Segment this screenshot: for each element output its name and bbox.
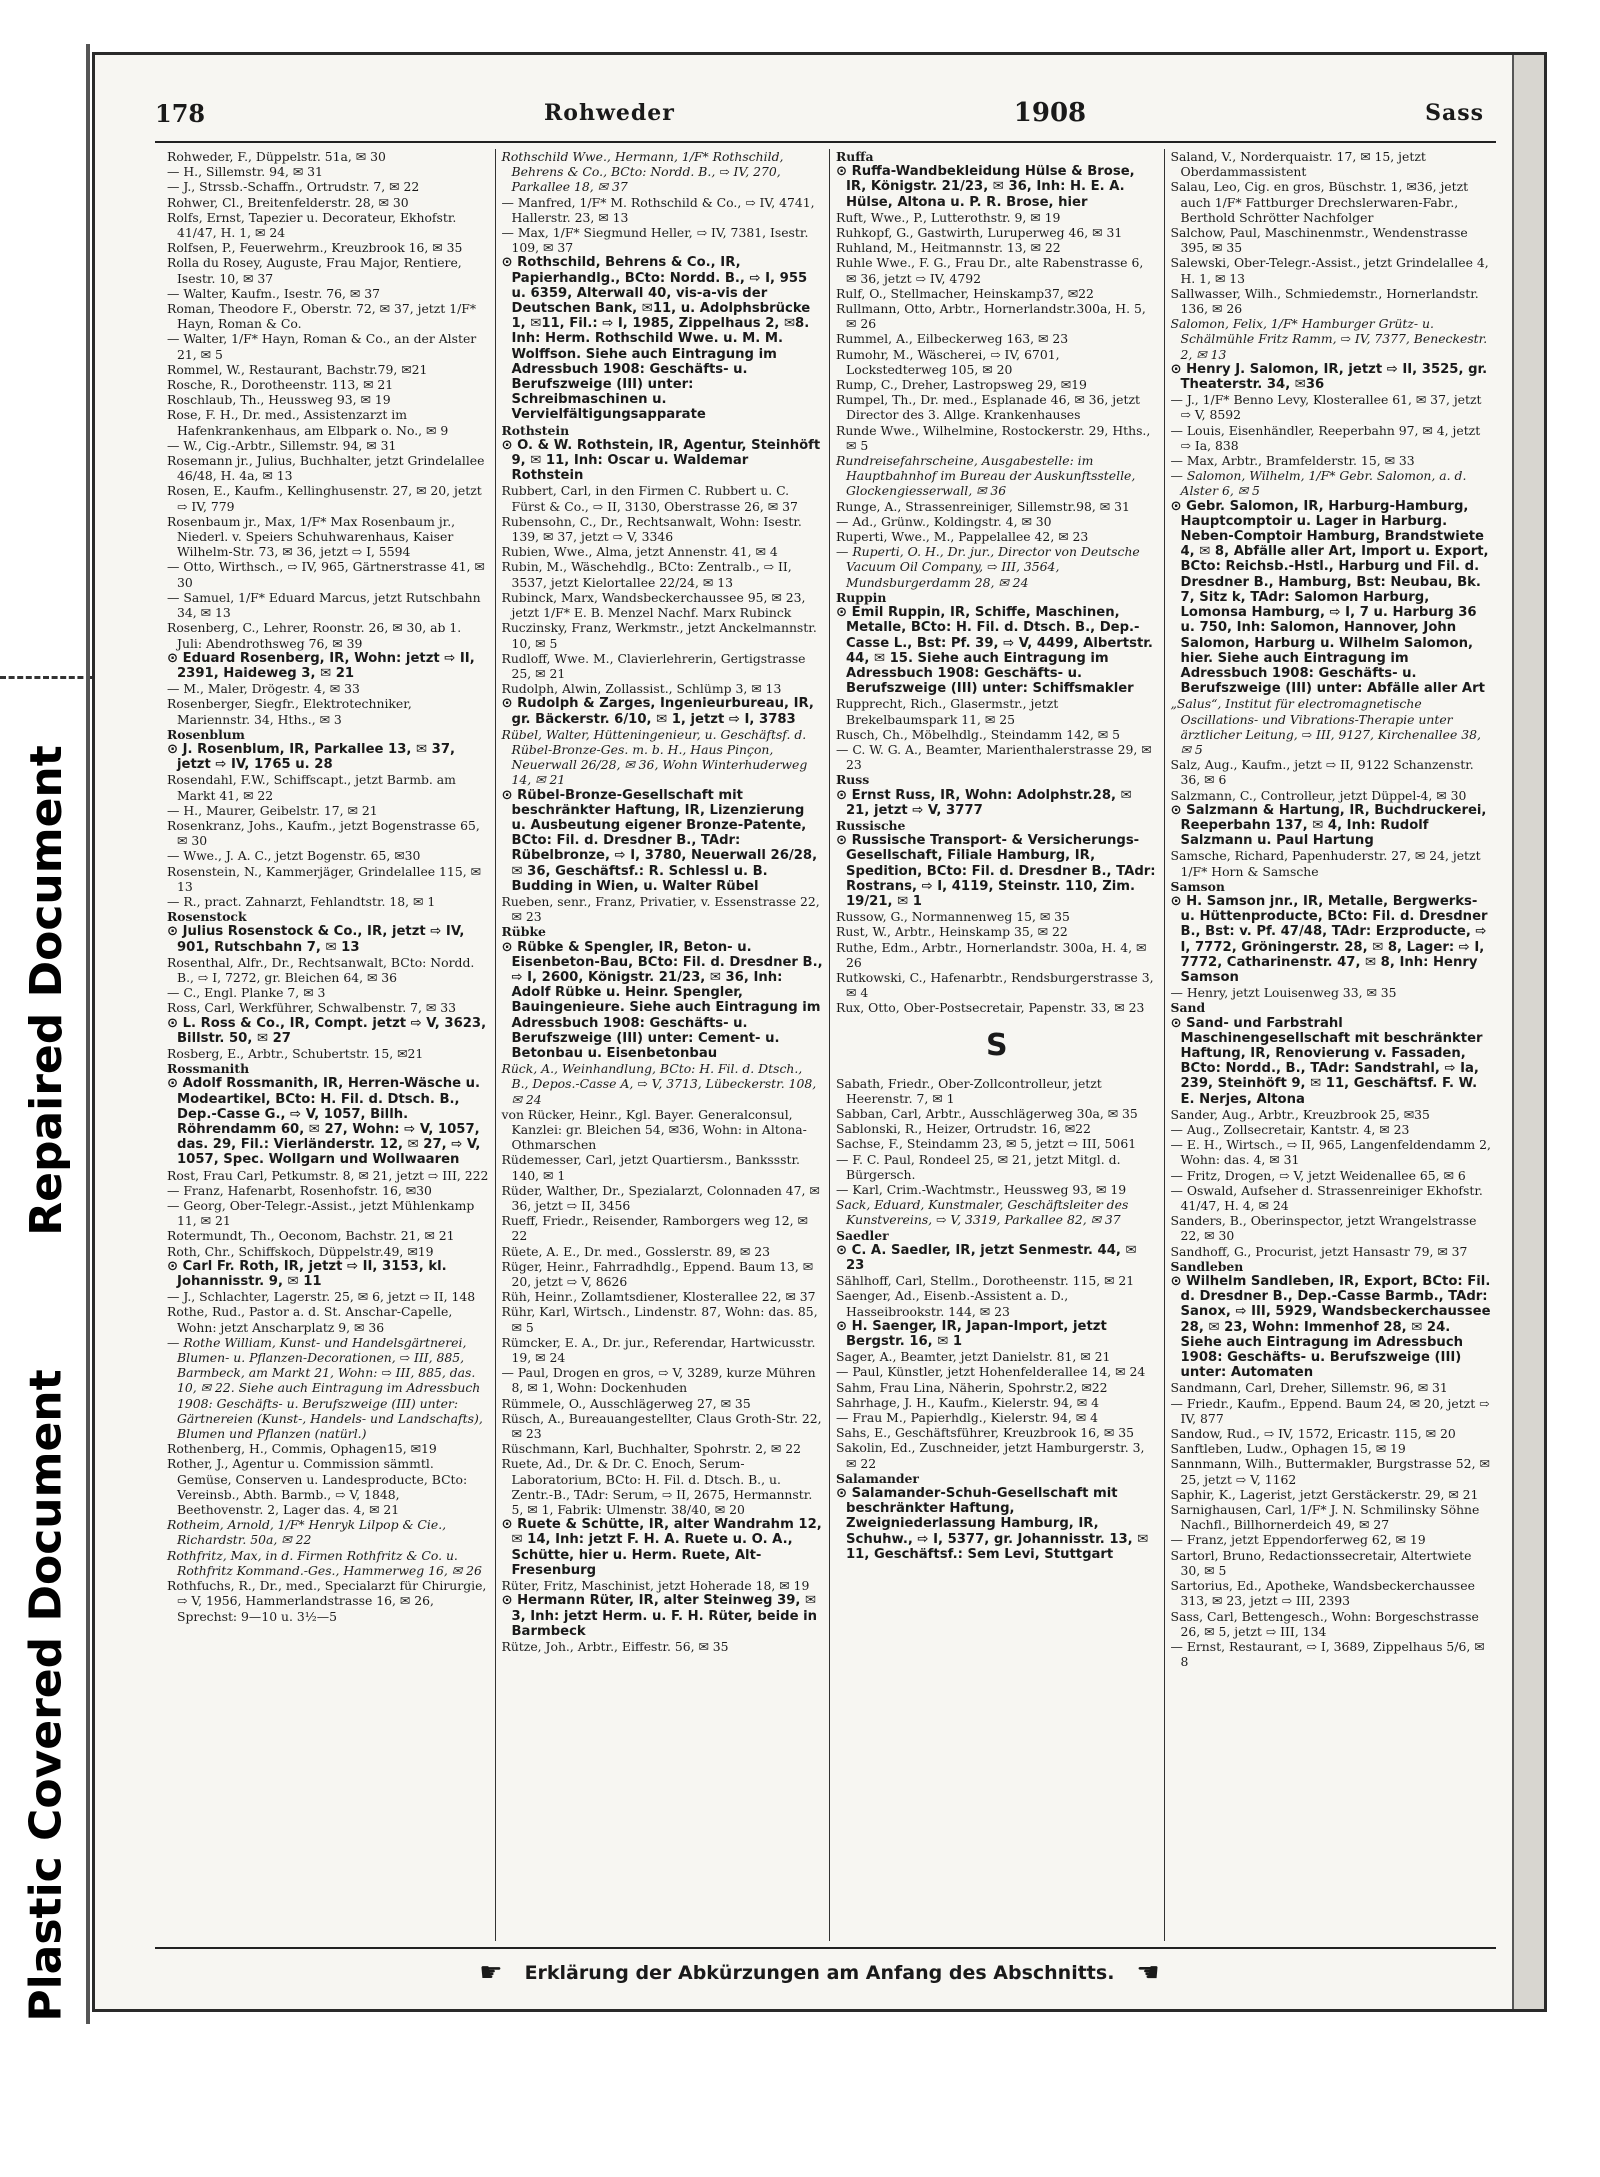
directory-entry: — R., pract. Zahnarzt, Fehlandtstr. 18, ✉ 1	[167, 893, 436, 909]
section-heading: Sand	[1170, 1000, 1206, 1016]
directory-entry: Sandmann, Carl, Dreher, Sillemstr. 96, ✉ 31	[1170, 1380, 1448, 1396]
directory-entry: Rüder, Walther, Dr., Spezialarzt, Colonnaden 47, ✉ 36, jetzt ⇨ II, 3456	[501, 1182, 820, 1214]
directory-entry: Salzmann, C., Controlleur, jetzt Düppel-4, ✉ 30	[1170, 787, 1467, 803]
directory-entry: Ross, Carl, Werkführer, Schwalbenstr. 7, ✉ 33	[167, 1000, 456, 1016]
column-2	[496, 149, 831, 1941]
directory-entry: Rolla du Rosey, Auguste, Frau Major, Rentiere, Isestr. 10, ✉ 37	[167, 255, 462, 286]
directory-entry: — Walter, 1/F* Hayn, Roman & Co., an der Alster 21, ✉ 5	[167, 331, 477, 362]
directory-entry: Rueben, senr., Franz, Privatier, v. Essenstrasse 22, ✉ 23	[501, 893, 820, 925]
directory-entry: Sachse, F., Steindamm 23, ✉ 5, jetzt ⇨ III, 5061	[836, 1136, 1137, 1152]
firm-entry: ⊙ Sand- und Farbstrahl Maschinengesellschaft mit beschränkter Haftung, IR, Renovierung v. Fassaden, BCto: Nordd., B., TAdr: Sandstrahl, ⇨ Ia, 239, Steinhöft 9, ✉ 11, Geschäftsf. F. W. E. Nerjes, Altona	[1170, 1015, 1483, 1107]
directory-entry: Rullmann, Otto, Arbtr., Hornerlandstr.300a, H. 5, ✉ 26	[836, 301, 1146, 332]
directory-entry: Rux, Otto, Ober-Postsecretair, Papenstr. 33, ✉ 23	[836, 1000, 1145, 1016]
firm-entry: ⊙ Rudolph & Zarges, Ingenieurbureau, IR, gr. Bäckerstr. 6/10, ✉ 1, jetzt ⇨ I, 3783	[501, 696, 814, 727]
section-heading: Russische	[836, 817, 906, 833]
directory-entry: Rubinck, Marx, Wandsbeckerchaussee 95, ✉ 23, jetzt 1/F* E. B. Menzel Nachf. Marx Rubinck	[501, 589, 806, 621]
directory-entry: Ruthe, Edm., Arbtr., Hornerlandstr. 300a, H. 4, ✉ 26	[836, 939, 1147, 970]
firm-entry: ⊙ Salamander-Schuh-Gesellschaft mit beschränkter Haftung, Zweigniederlassung Hamburg, IR, Schuhw., ⇨ I, 5377, gr. Johannisstr. 13, ✉ 11, Geschäftsf.: Sem Levi, Stuttgart	[836, 1486, 1149, 1562]
directory-entry: Rulf, O., Stellmacher, Heinskamp37, ✉22	[836, 285, 1094, 301]
firm-entry: ⊙ Henry J. Salomon, IR, jetzt ⇨ II, 3525, gr. Theaterstr. 34, ✉36	[1170, 361, 1488, 393]
directory-entry: Sahm, Frau Lina, Näherin, Spohrstr.2, ✉22	[836, 1379, 1108, 1395]
directory-entry: Rubin, M., Wäschehdlg., BCto: Zentralb., ⇨ II, 3537, jetzt Kielortallee 22/24, ✉ 13	[501, 559, 792, 590]
directory-entry: — Rothe William, Kunst- und Handelsgärtnerei, Blumen- u. Pflanzen-Decorationen, ⇨ III, 885, Barmbeck, am Markt 21, Wohn: ⇨ III, 885, das. 10, ✉ 22. Siehe auch Eintragung im Adressbuch 1908: Geschäfts- u. Berufszweige (III) unter: Gärtnereien (Kunst-, Handels- und Landschafts), Blumen und Pflanzen (natürl.)	[167, 1334, 483, 1442]
directory-entry: Rosen, E., Kaufm., Kellinghusenstr. 27, ✉ 20, jetzt ⇨ IV, 779	[167, 483, 482, 514]
directory-entry: Sannmann, Wilh., Buttermakler, Burgstrasse 52, ✉ 25, jetzt ⇨ V, 1162	[1170, 1456, 1490, 1487]
directory-page	[92, 52, 1547, 2012]
directory-entry: — Fritz, Drogen, ⇨ V, jetzt Weidenallee 65, ✉ 6	[1170, 1167, 1466, 1183]
firm-entry: ⊙ H. Saenger, IR, Japan-Import, jetzt Bergstr. 16, ✉ 1	[836, 1318, 1107, 1350]
binding-strip	[1512, 55, 1544, 2009]
directory-entry: — Franz, Hafenarbt, Rosenhofstr. 16, ✉30	[167, 1182, 432, 1198]
plastic-covered-label: Plastic Covered Document	[20, 1368, 72, 2022]
directory-entry: Rummel, A., Eilbeckerweg 163, ✉ 23	[836, 331, 1069, 347]
pointing-hand-left-icon: ☛	[479, 1958, 503, 1988]
directory-entry: Salz, Aug., Kaufm., jetzt ⇨ II, 9122 Schanzenstr. 36, ✉ 6	[1170, 757, 1474, 788]
directory-entry: — Louis, Eisenhändler, Reeperbahn 97, ✉ 4, jetzt ⇨ Ia, 838	[1170, 422, 1481, 453]
section-heading: Rübke	[501, 924, 546, 940]
directory-entry: Rohweder, F., Düppelstr. 51a, ✉ 30	[167, 149, 386, 164]
directory-entry: — H., Maurer, Geibelstr. 17, ✉ 21	[167, 802, 378, 818]
directory-entry: Rosenberg, C., Lehrer, Roonstr. 26, ✉ 30, ab 1. Juli: Abendrothsweg 76, ✉ 39	[167, 620, 462, 651]
directory-entry: Ruhland, M., Heitmannstr. 13, ✉ 22	[836, 240, 1061, 256]
directory-entry: Sablonski, R., Heizer, Ortrudstr. 16, ✉22	[836, 1121, 1091, 1137]
directory-entry: Rueff, Friedr., Reisender, Ramborgers weg 12, ✉ 22	[501, 1213, 808, 1244]
directory-entry: Rosemann jr., Julius, Buchhalter, jetzt Grindelallee 46/48, H. 4a, ✉ 13	[167, 453, 485, 484]
directory-entry: Rümmele, O., Ausschlägerweg 27, ✉ 35	[501, 1395, 751, 1411]
directory-entry: Rüsch, A., Bureauangestellter, Claus Groth-Str. 22, ✉ 23	[501, 1410, 822, 1442]
directory-entry: Rother, J., Agentur u. Commission sämmtl. Gemüse, Conserven u. Landesproducte, BCto: Vereinsb., Abth. Barmb., ⇨ V, 1848, Beethovenstr. 2, Lager das. 4, ✉ 21	[167, 1456, 468, 1518]
directory-entry: Rudloff, Wwe. M., Clavierlehrerin, Gertigstrasse 25, ✉ 21	[501, 650, 806, 681]
directory-entry: Salewski, Ober-Telegr.-Assist., jetzt Grindelallee 4, H. 1, ✉ 13	[1170, 255, 1489, 286]
divider-dashed	[0, 676, 92, 679]
directory-entry: — Max, 1/F* Siegmund Heller, ⇨ IV, 7381, Isestr. 109, ✉ 37	[501, 225, 809, 256]
firm-entry: ⊙ Gebr. Salomon, IR, Harburg-Hamburg, Hauptcomptoir u. Lager in Harburg. Neben-Comptoir Hamburg, Brandstwiete 4, ✉ 8, Abfälle aller Art, Import u. Export, BCto: Reichsb.-Hstl., Harburg und Fil. d. Dresdner B., Hamburg, Bst: Neubau, Bk. 7, Sitz k, TAdr: Salomon Harburg, Lomonsa Hamburg, ⇨ I, 7 u. Harburg 36 u. 750, Inh: Salomon, Hannover, John Salomon, Harburg u. Wilhelm Salomon, hier. Siehe auch Eintragung im Adressbuch 1908: Geschäfts- u. Berufszweige (III) unter: Abfälle aller Art	[1170, 498, 1489, 697]
directory-entry: Rütze, Joh., Arbtr., Eiffestr. 56, ✉ 35	[501, 1638, 729, 1654]
directory-entry: Salchow, Paul, Maschinenmstr., Wendenstrasse 395, ✉ 35	[1170, 225, 1468, 256]
section-heading: Rossmanith	[167, 1061, 250, 1077]
column-3	[830, 149, 1165, 1941]
directory-entry: — Franz, jetzt Eppendorferweg 62, ✉ 19	[1170, 1532, 1426, 1548]
directory-entry: — Henry, jetzt Louisenweg 33, ✉ 35	[1170, 985, 1397, 1001]
section-heading: Ruffa	[836, 149, 874, 164]
directory-entry: — Samuel, 1/F* Eduard Marcus, jetzt Rutschbahn 34, ✉ 13	[167, 589, 481, 621]
firm-entry: ⊙ Julius Rosenstock & Co., IR, jetzt ⇨ IV, 901, Rutschbahn 7, ✉ 13	[167, 924, 465, 955]
section-heading: Sandleben	[1170, 1258, 1244, 1274]
directory-entry: — Wwe., J. A. C., jetzt Bogenstr. 65, ✉30	[167, 848, 421, 864]
directory-entry: Ruft, Wwe., P., Lutterothstr. 9, ✉ 19	[836, 209, 1061, 225]
directory-entry: — Otto, Wirthsch., ⇨ IV, 965, Gärtnerstrasse 41, ✉ 30	[167, 559, 485, 590]
directory-entry: Rosenberger, Siegfr., Elektrotechniker, Mariennstr. 34, Hths., ✉ 3	[167, 696, 412, 727]
header-rule	[155, 141, 1496, 143]
firm-entry: ⊙ Russische Transport- & Versicherungs-Gesellschaft, Filiale Hamburg, IR, Spedition, BCto: Fil. d. Dresdner B., TAdr: Rostrans, ⇨ I, 4119, Steinstr. 110, Zim. 19/21, ✉ 1	[836, 833, 1156, 909]
directory-entry: Sander, Aug., Arbtr., Kreuzbrook 25, ✉35	[1170, 1106, 1430, 1122]
directory-entry: Rubensohn, C., Dr., Rechtsanwalt, Wohn: Isestr. 139, ✉ 37, jetzt ⇨ V, 3346	[501, 513, 802, 545]
directory-entry: Rusch, Ch., Möbelhdlg., Steindamm 142, ✉ 5	[836, 726, 1120, 742]
footer-note: Erklärung der Abkürzungen am Anfang des Abschnitts.	[524, 1962, 1115, 1984]
footer-rule	[155, 1947, 1496, 1949]
directory-entry: Sarnighausen, Carl, 1/F* J. N. Schmilinsky Söhne Nachfl., Billhornerdeich 49, ✉ 27	[1170, 1502, 1480, 1533]
section-heading: Salamander	[836, 1470, 919, 1486]
directory-entry: Rück, A., Weinhandlung, BCto: H. Fil. d. Dtsch., B., Depos.-Casse A, ⇨ V, 3713, Lübeckerstr. 108, ✉ 24	[501, 1061, 817, 1107]
directory-entry: Rothschild Wwe., Hermann, 1/F* Rothschild, Behrens & Co., BCto: Nordd. B., ⇨ IV, 270, Parkallee 18, ✉ 37	[501, 149, 784, 195]
directory-entry: — Max, Arbtr., Bramfelderstr. 15, ✉ 33	[1170, 453, 1415, 469]
directory-entry: Rosenkranz, Johs., Kaufm., jetzt Bogenstrasse 65, ✉ 30	[167, 817, 480, 849]
directory-entry: Rupprecht, Rich., Glasermstr., jetzt Brekelbaumspark 11, ✉ 25	[836, 696, 1059, 727]
directory-entry: Rothenberg, H., Commis, Ophagen15, ✉19	[167, 1441, 437, 1457]
directory-entry: Sandhoff, G., Procurist, jetzt Hansastr 79, ✉ 37	[1170, 1243, 1468, 1259]
directory-entry: — W., Cig.-Arbtr., Sillemstr. 94, ✉ 31	[167, 437, 397, 453]
directory-entry: Rüh, Heinr., Zollamtsdiener, Klosterallee 22, ✉ 37	[501, 1289, 816, 1305]
directory-entry: Rutkowski, C., Hafenarbtr., Rendsburgerstrasse 3, ✉ 4	[836, 969, 1154, 1001]
directory-entry: Rothe, Rud., Pastor a. d. St. Anschar-Capelle, Wohn: jetzt Anscharplatz 9, ✉ 36	[167, 1304, 453, 1335]
column-4	[1165, 149, 1499, 1941]
directory-entry: — C., Engl. Planke 7, ✉ 3	[167, 985, 326, 1001]
directory-entry: — Manfred, 1/F* M. Rothschild & Co., ⇨ IV, 4741, Hallerstr. 23, ✉ 13	[501, 194, 815, 225]
directory-entry: Sass, Carl, Bettengesch., Wohn: Borgeschstrasse 26, ✉ 5, jetzt ⇨ III, 134	[1170, 1608, 1479, 1639]
directory-entry: Rüdemesser, Carl, jetzt Quartiersm., Bankssstr. 140, ✉ 1	[501, 1152, 800, 1183]
directory-entry: Ruczinsky, Franz, Werkmstr., jetzt Anckelmannstr. 10, ✉ 5	[501, 620, 817, 651]
directory-entry: Rubbert, Carl, in den Firmen C. Rubbert u. C. Fürst & Co., ⇨ II, 3130, Oberstrasse 26, ✉ 37	[501, 483, 798, 514]
page-footer	[155, 1953, 1484, 1993]
directory-entry: — C. W. G. A., Beamter, Marienthalerstrasse 29, ✉ 23	[836, 741, 1152, 773]
directory-entry: — Frau M., Papierhdlg., Kielerstr. 94, ✉ 4	[836, 1410, 1098, 1426]
pointing-hand-right-icon: ☚	[1136, 1958, 1160, 1988]
section-heading: Rothstein	[501, 422, 570, 438]
directory-entry: Rübel, Walter, Hütteningenieur, u. Geschäftsf. d. Rübel-Bronze-Ges. m. b. H., Haus Pinçon, Neuerwall 26/28, ✉ 36, Wohn Winterhuderweg 14, ✉ 21	[501, 726, 808, 788]
directory-entry: Rüschmann, Karl, Buchhalter, Spohrstr. 2, ✉ 22	[501, 1441, 801, 1457]
directory-entry: Rump, C., Dreher, Lastropsweg 29, ✉19	[836, 377, 1087, 393]
directory-entry: Saland, V., Norderquaistr. 17, ✉ 15, jetzt Oberdammassistent	[1170, 149, 1426, 180]
directory-entry: Salau, Leo, Cig. en gros, Büschstr. 1, ✉36, jetzt auch 1/F* Fattburger Drechslerwaren-Fabr., Berthold Schrötter Nachfolger	[1170, 179, 1469, 225]
firm-entry: ⊙ C. A. Saedler, IR, jetzt Senmestr. 44, ✉ 23	[836, 1242, 1137, 1274]
directory-entry: Rudolph, Alwin, Zollassist., Schlümp 3, ✉ 13	[501, 681, 782, 697]
directory-entry: von Rücker, Heinr., Kgl. Bayer. Generalconsul, Kanzlei: gr. Bleichen 54, ✉36, Wohn: in Altona-Othmarschen	[501, 1106, 807, 1153]
directory-entry: Rothfritz, Max, in d. Firmen Rothfritz & Co. u. Rothfritz Kommand.-Ges., Hammerweg 16, ✉ 26	[167, 1547, 482, 1578]
directory-entry: Rubien, Wwe., Alma, jetzt Annenstr. 41, ✉ 4	[501, 544, 778, 560]
directory-entry: Salomon, Felix, 1/F* Hamburger Grütz- u. Schälmühle Fritz Ramm, ⇨ IV, 7377, Beneckestr. 2, ✉ 13	[1170, 316, 1488, 362]
firm-entry: ⊙ Rothschild, Behrens & Co., IR, Papierhandlg., BCto: Nordd. B., ⇨ I, 955 u. 6359, Alterwall 40, vis-a-vis der Deutschen Bank, ✉11, u. Adolphsbrücke 1, ✉11, Fil.: ⇨ I, 1985, Zippelhaus 2, ✉8. Inh: Herm. Rothschild Wwe. u. M. M. Wolffson. Siehe auch Eintragung im Adressbuch 1908: Geschäfts- u. Berufszweige (III) unter: Schreibmaschinen u. Vervielfältigungsapparate	[501, 255, 811, 423]
directory-entry: Rost, Frau Carl, Petkumstr. 8, ✉ 21, jetzt ⇨ III, 222	[167, 1167, 489, 1183]
directory-entry: Rohwer, Cl., Breitenfelderstr. 28, ✉ 30	[167, 194, 409, 210]
directory-entry: Runge, A., Strassenreiniger, Sillemstr.98, ✉ 31	[836, 498, 1130, 514]
directory-entry: — Ruperti, O. H., Dr. jur., Director von Deutsche Vacuum Oil Company, ⇨ III, 3564, Mundsburgerdamm 28, ✉ 24	[836, 544, 1140, 590]
directory-entry: Rumohr, M., Wäscherei, ⇨ IV, 6701, Lockstedterweg 105, ✉ 20	[836, 346, 1060, 377]
directory-entry: Sählhoff, Carl, Stellm., Dorotheenstr. 115, ✉ 21	[836, 1273, 1135, 1289]
firm-entry: ⊙ Ernst Russ, IR, Wohn: Adolphstr.28, ✉ 21, jetzt ⇨ V, 3777	[836, 787, 1132, 818]
directory-entry: Rundreisefahrscheine, Ausgabestelle: im Hauptbahnhof im Bureau der Auskunftsstelle, Glockengiesserwall, ✉ 36	[836, 453, 1136, 499]
firm-entry: ⊙ Carl Fr. Roth, IR, jetzt ⇨ II, 3153, kl. Johannisstr. 9, ✉ 11	[167, 1258, 447, 1290]
directory-entry: Sabath, Friedr., Ober-Zollcontrolleur, jetzt Heerenstr. 7, ✉ 1	[836, 1075, 1102, 1106]
directory-entry: Roschlaub, Th., Heussweg 93, ✉ 19	[167, 392, 391, 408]
directory-entry: Roman, Theodore F., Oberstr. 72, ✉ 37, jetzt 1/F* Hayn, Roman & Co.	[167, 301, 477, 332]
section-heading: Russ	[836, 772, 870, 788]
directory-entry: Rotermundt, Th., Oeconom, Bachstr. 21, ✉ 21	[167, 1228, 455, 1244]
firm-entry: ⊙ Adolf Rossmanith, IR, Herren-Wäsche u. Modeartikel, BCto: H. Fil. d. Dtsch. B., Dep.-Casse G., ⇨ V, 1057, Billh. Röhrendamm 60, ✉ 27, Wohn: ⇨ V, 1057, das. 29, Fil.: Vierländerstr. 12, ✉ 27, ⇨ V, 1057, Spec. Wollgarn und Wollwaaren	[167, 1076, 481, 1168]
section-heading: Saedler	[836, 1227, 889, 1243]
directory-entry: Rühr, Karl, Wirtsch., Lindenstr. 87, Wohn: das. 85, ✉ 5	[501, 1304, 818, 1335]
directory-entry: — M., Maler, Drögestr. 4, ✉ 33	[167, 681, 360, 697]
firm-entry: ⊙ J. Rosenblum, IR, Parkallee 13, ✉ 37, jetzt ⇨ IV, 1765 u. 28	[167, 741, 455, 773]
directory-entry: Rolfs, Ernst, Tapezier u. Decorateur, Ekhofstr. 41/47, H. 1, ✉ 24	[167, 209, 457, 241]
firm-entry: ⊙ Ruffa-Wandbekleidung Hülse & Brose, IR, Königstr. 21/23, ✉ 36, Inh: H. E. A. Hülse, Altona u. P. R. Brose, hier	[836, 164, 1135, 210]
directory-entry: Saphir, K., Lagerist, jetzt Gerstäckerstr. 29, ✉ 21	[1170, 1486, 1479, 1502]
directory-entry: Rosenthal, Alfr., Dr., Rechtsanwalt, BCto: Nordd. B., ⇨ I, 7272, gr. Bleichen 64, ✉ 36	[167, 954, 475, 985]
header-left-word: Rohweder	[544, 100, 675, 126]
column-1	[161, 149, 496, 1941]
section-heading: Rosenstock	[167, 909, 247, 925]
directory-entry: Sack, Eduard, Kunstmaler, Geschäftsleiter des Kunstvereins, ⇨ V, 3319, Parkallee 82, ✉ 37	[836, 1197, 1129, 1228]
directory-entry: Rosendahl, F.W., Schiffscapt., jetzt Barmb. am Markt 41, ✉ 22	[167, 772, 456, 803]
directory-entry: Samsche, Richard, Papenhuderstr. 27, ✉ 24, jetzt 1/F* Horn & Samsche	[1170, 848, 1481, 879]
directory-entry: Rümcker, E. A., Dr. jur., Referendar, Hartwicusstr. 19, ✉ 24	[501, 1334, 816, 1366]
directory-entry: — Karl, Crim.-Wachtmstr., Heussweg 93, ✉ 19	[836, 1182, 1127, 1197]
firm-entry: ⊙ Emil Ruppin, IR, Schiffe, Maschinen, Metalle, BCto: H. Fil. d. Dtsch. B., Dep.-Casse L., Bst: Pf. 39, ⇨ V, 4499, Albertstr. 44, ✉ 15. Siehe auch Eintragung im Adressbuch 1908: Geschäfts- u. Berufszweige (III) unter: Schiffsmakler	[836, 605, 1153, 697]
directory-entry: Rose, F. H., Dr. med., Assistenzarzt im Hafenkrankenhaus, am Elbpark o. No., ✉ 9	[167, 407, 449, 438]
directory-entry: — Salomon, Wilhelm, 1/F* Gebr. Salomon, a. d. Alster 6, ✉ 5	[1170, 468, 1467, 499]
header-year: 1908	[1013, 98, 1087, 128]
directory-entry: Ruperti, Wwe., M., Pappelallee 42, ✉ 23	[836, 529, 1089, 545]
directory-entry: — J., 1/F* Benno Levy, Klosterallee 61, ✉ 37, jetzt ⇨ V, 8592	[1170, 392, 1482, 423]
page-header	[155, 87, 1484, 139]
directory-entry: Sartorius, Ed., Apotheke, Wandsbeckerchaussee 313, ✉ 23, jetzt ⇨ III, 2393	[1170, 1578, 1475, 1609]
directory-entry: Sanders, B., Oberinspector, jetzt Wrangelstrasse 22, ✉ 30	[1170, 1213, 1477, 1244]
directory-entry: Russow, G., Normannenweg 15, ✉ 35	[836, 909, 1070, 925]
directory-entry: Rüete, A. E., Dr. med., Gosslerstr. 89, ✉ 23	[501, 1243, 771, 1259]
header-right-word: Sass	[1425, 100, 1484, 126]
firm-entry: ⊙ H. Samson jnr., IR, Metalle, Bergwerks- u. Hüttenproducte, BCto: Fil. d. Dresdner B., Bst: v. Pf. 47/48, TAdr: Erzproducte, ⇨ I, 7772, Gröningerstr. 28, ✉ 8, Lager: ⇨ I, 7772, Catharinenstr. 47, ✉ 8, Inh: Henry Samson	[1170, 893, 1488, 985]
directory-entry: Sahrhage, J. H., Kaufm., Kielerstr. 94, ✉ 4	[836, 1394, 1099, 1410]
directory-entry: Ruhle Wwe., F. G., Frau Dr., alte Rabenstrasse 6, ✉ 36, jetzt ⇨ IV, 4792	[836, 255, 1144, 286]
entry-columns	[161, 149, 1498, 1941]
directory-entry: Rotheim, Arnold, 1/F* Henryk Lilpop & Cie., Richardstr. 50a, ✉ 22	[167, 1517, 447, 1548]
directory-entry: — E. H., Wirtsch., ⇨ II, 965, Langenfeldendamm 2, Wohn: das. 4, ✉ 31	[1170, 1137, 1491, 1168]
directory-entry: Rosberg, E., Arbtr., Schubertstr. 15, ✉21	[167, 1045, 424, 1061]
directory-entry: Rumpel, Th., Dr. med., Esplanade 46, ✉ 36, jetzt Director des 3. Allge. Krankenhauses	[836, 392, 1140, 423]
directory-entry: Sager, A., Beamter, jetzt Danielstr. 81, ✉ 21	[836, 1349, 1111, 1365]
directory-entry: „Salus“, Institut für electromagnetische Oscillations- und Vibrations-Therapie unter ärztlicher Leitung, ⇨ III, 9127, Kirchenallee 38, ✉ 5	[1170, 696, 1481, 757]
directory-entry: Rothfuchs, R., Dr., med., Specialarzt für Chirurgie, ⇨ V, 1956, Hammerlandstrasse 16, ✉ 26, Sprechst: 9—10 u. 3½—5	[167, 1578, 487, 1624]
directory-entry: — Friedr., Kaufm., Eppend. Baum 24, ✉ 20, jetzt ⇨ IV, 877	[1170, 1395, 1490, 1426]
directory-entry: Rosenstein, N., Kammerjäger, Grindelallee 115, ✉ 13	[167, 863, 481, 894]
directory-entry: Sanftleben, Ludw., Ophagen 15, ✉ 19	[1170, 1441, 1406, 1457]
directory-entry: Sabban, Carl, Arbtr., Ausschlägerweg 30a, ✉ 35	[836, 1105, 1138, 1121]
directory-entry: — Aug., Zollsecretair, Kantstr. 4, ✉ 23	[1170, 1122, 1410, 1137]
directory-entry: — Ad., Grünw., Koldingstr. 4, ✉ 30	[836, 513, 1052, 529]
firm-entry: ⊙ Rübke & Spengler, IR, Beton- u. Eisenbeton-Bau, BCto: Fil. d. Dresdner B., ⇨ I, 2600, Königstr. 21/23, ✉ 36, Inh: Adolf Rübke u. Heinr. Spengler, Bauingenieure. Siehe auch Eintragung im Adressbuch 1908: Geschäfts- u. Berufszweige (III) unter: Cement- u. Betonbau u. Eisenbetonbau	[501, 939, 823, 1061]
directory-entry: — H., Sillemstr. 94, ✉ 31	[167, 164, 323, 180]
directory-entry: Roth, Chr., Schiffskoch, Düppelstr.49, ✉19	[167, 1243, 434, 1259]
directory-entry: Sandow, Rud., ⇨ IV, 1572, Ericastr. 115, ✉ 20	[1170, 1426, 1456, 1442]
firm-entry: ⊙ Wilhelm Sandleben, IR, Export, BCto: Fil. d. Dresdner B., Dep.-Casse Barmb., TAdr: Sanox, ⇨ III, 5929, Wandsbeckerchaussee 28, ✉ 23, Wohn: Immenhof 28, ✉ 24. Siehe auch Eintragung im Adressbuch 1908: Geschäfts- u. Berufszweige (III) unter: Automaten	[1170, 1274, 1491, 1381]
page-number: 178	[155, 98, 206, 128]
directory-entry: Runde Wwe., Wilhelmine, Rostockerstr. 29, Hths., ✉ 5	[836, 422, 1151, 453]
directory-entry: — F. C. Paul, Rondeel 25, ✉ 21, jetzt Mitgl. d. Bürgersch.	[836, 1151, 1121, 1182]
directory-entry: Ruhkopf, G., Gastwirth, Luruperweg 46, ✉ 31	[836, 225, 1123, 241]
directory-entry: — Ernst, Restaurant, ⇨ I, 3689, Zippelhaus 5/6, ✉ 8	[1170, 1638, 1485, 1670]
directory-entry: — J., Schlachter, Lagerstr. 25, ✉ 6, jetzt ⇨ II, 148	[167, 1289, 476, 1305]
firm-entry: ⊙ L. Ross & Co., IR, Compt. jetzt ⇨ V, 3623, Billstr. 50, ✉ 27	[167, 1015, 487, 1046]
directory-entry: Ruete, Ad., Dr. & Dr. C. Enoch, Serum-Laboratorium, BCto: H. Fil. d. Dtsch. B., u. Zentr.-B., TAdr: Serum, ⇨ II, 2675, Hermannstr. 5, ✉ 1, Fabrik: Ulmenstr. 38/40, ✉ 20	[501, 1456, 813, 1518]
section-heading: Samson	[1170, 878, 1225, 894]
directory-entry: Sahs, E., Geschäftsführer, Kreuzbrook 16, ✉ 35	[836, 1425, 1134, 1441]
directory-entry: — Oswald, Aufseher d. Strassenreiniger Ekhofstr. 41/47, H. 4, ✉ 24	[1170, 1182, 1483, 1214]
section-heading: Ruppin	[836, 589, 887, 605]
directory-entry: — Paul, Drogen en gros, ⇨ V, 3289, kurze Mühren 8, ✉ 1, Wohn: Dockenhuden	[501, 1365, 816, 1396]
directory-entry: Rommel, W., Restaurant, Bachstr.79, ✉21	[167, 361, 428, 377]
directory-entry: — Paul, Künstler, jetzt Hohenfelderallee 14, ✉ 24	[836, 1364, 1146, 1380]
firm-entry: ⊙ Ruete & Schütte, IR, alter Wandrahm 12, ✉ 14, Inh: jetzt F. H. A. Ruete u. O. A., Schütte, hier u. Herm. Ruete, Alt-Fresenburg	[501, 1517, 822, 1578]
directory-entry: Rüter, Fritz, Maschinist, jetzt Hoherade 18, ✉ 19	[501, 1578, 810, 1594]
directory-entry: Rosche, R., Dorotheenstr. 113, ✉ 21	[167, 377, 394, 393]
repaired-document-label: Repaired Document	[20, 744, 72, 1236]
directory-entry: — J., Strssb.-Schaffn., Ortrudstr. 7, ✉ 22	[167, 179, 420, 195]
firm-entry: ⊙ Hermann Rüter, IR, alter Steinweg 39, ✉ 3, Inh: jetzt Herm. u. F. H. Rüter, beide in Barmbeck	[501, 1593, 818, 1639]
directory-entry: Sallwasser, Wilh., Schmiedemstr., Hornerlandstr. 136, ✉ 26	[1170, 285, 1479, 317]
directory-entry: Sartorl, Bruno, Redactionssecretair, Altertwiete 30, ✉ 5	[1170, 1547, 1472, 1578]
directory-entry: Sakolin, Ed., Zuschneider, jetzt Hamburgerstr. 3, ✉ 22	[836, 1440, 1145, 1471]
directory-entry: Rust, W., Arbtr., Heinskamp 35, ✉ 22	[836, 924, 1068, 940]
firm-entry: ⊙ O. & W. Rothstein, IR, Agentur, Steinhöft 9, ✉ 11, Inh: Oscar u. Waldemar Rothstein	[501, 437, 821, 484]
section-letter: S	[985, 1027, 1008, 1063]
directory-entry: Rolfsen, P., Feuerwehrm., Kreuzbrook 16, ✉ 35	[167, 240, 463, 256]
directory-entry: Saenger, Ad., Eisenb.-Assistent a. D., Hasseibrookstr. 144, ✉ 23	[836, 1288, 1069, 1319]
firm-entry: ⊙ Salzmann & Hartung, IR, Buchdruckerei, Reeperbahn 137, ✉ 4, Inh: Rudolf Salzmann u. Paul Hartung	[1170, 802, 1487, 849]
section-heading: Rosenblum	[167, 726, 245, 742]
directory-entry: Rosenbaum jr., Max, 1/F* Max Rosenbaum jr., Niederl. v. Speiers Schuhwarenhaus, Kaiser Wilhelm-Str. 73, ✉ 36, jetzt ⇨ I, 5594	[167, 513, 456, 560]
directory-entry: — Georg, Ober-Telegr.-Assist., jetzt Mühlenkamp 11, ✉ 21	[167, 1198, 475, 1229]
directory-entry: — Walter, Kaufm., Isestr. 76, ✉ 37	[167, 285, 380, 301]
firm-entry: ⊙ Rübel-Bronze-Gesellschaft mit beschränkter Haftung, IR, Lizenzierung u. Ausbeutung eigener Bronze-Patente, BCto: Fil. d. Dresdner B., TAdr: Rübelbronze, ⇨ I, 3780, Neuerwall 26/28, ✉ 36, Geschäftsf.: R. Schlessl u. B. Budding in Wien, u. Walter Rübel	[501, 787, 818, 894]
firm-entry: ⊙ Eduard Rosenberg, IR, Wohn: jetzt ⇨ II, 2391, Haideweg 3, ✉ 21	[167, 650, 475, 681]
directory-entry: Rüger, Heinr., Fahrradhdlg., Eppend. Baum 13, ✉ 20, jetzt ⇨ V, 8626	[501, 1258, 814, 1290]
